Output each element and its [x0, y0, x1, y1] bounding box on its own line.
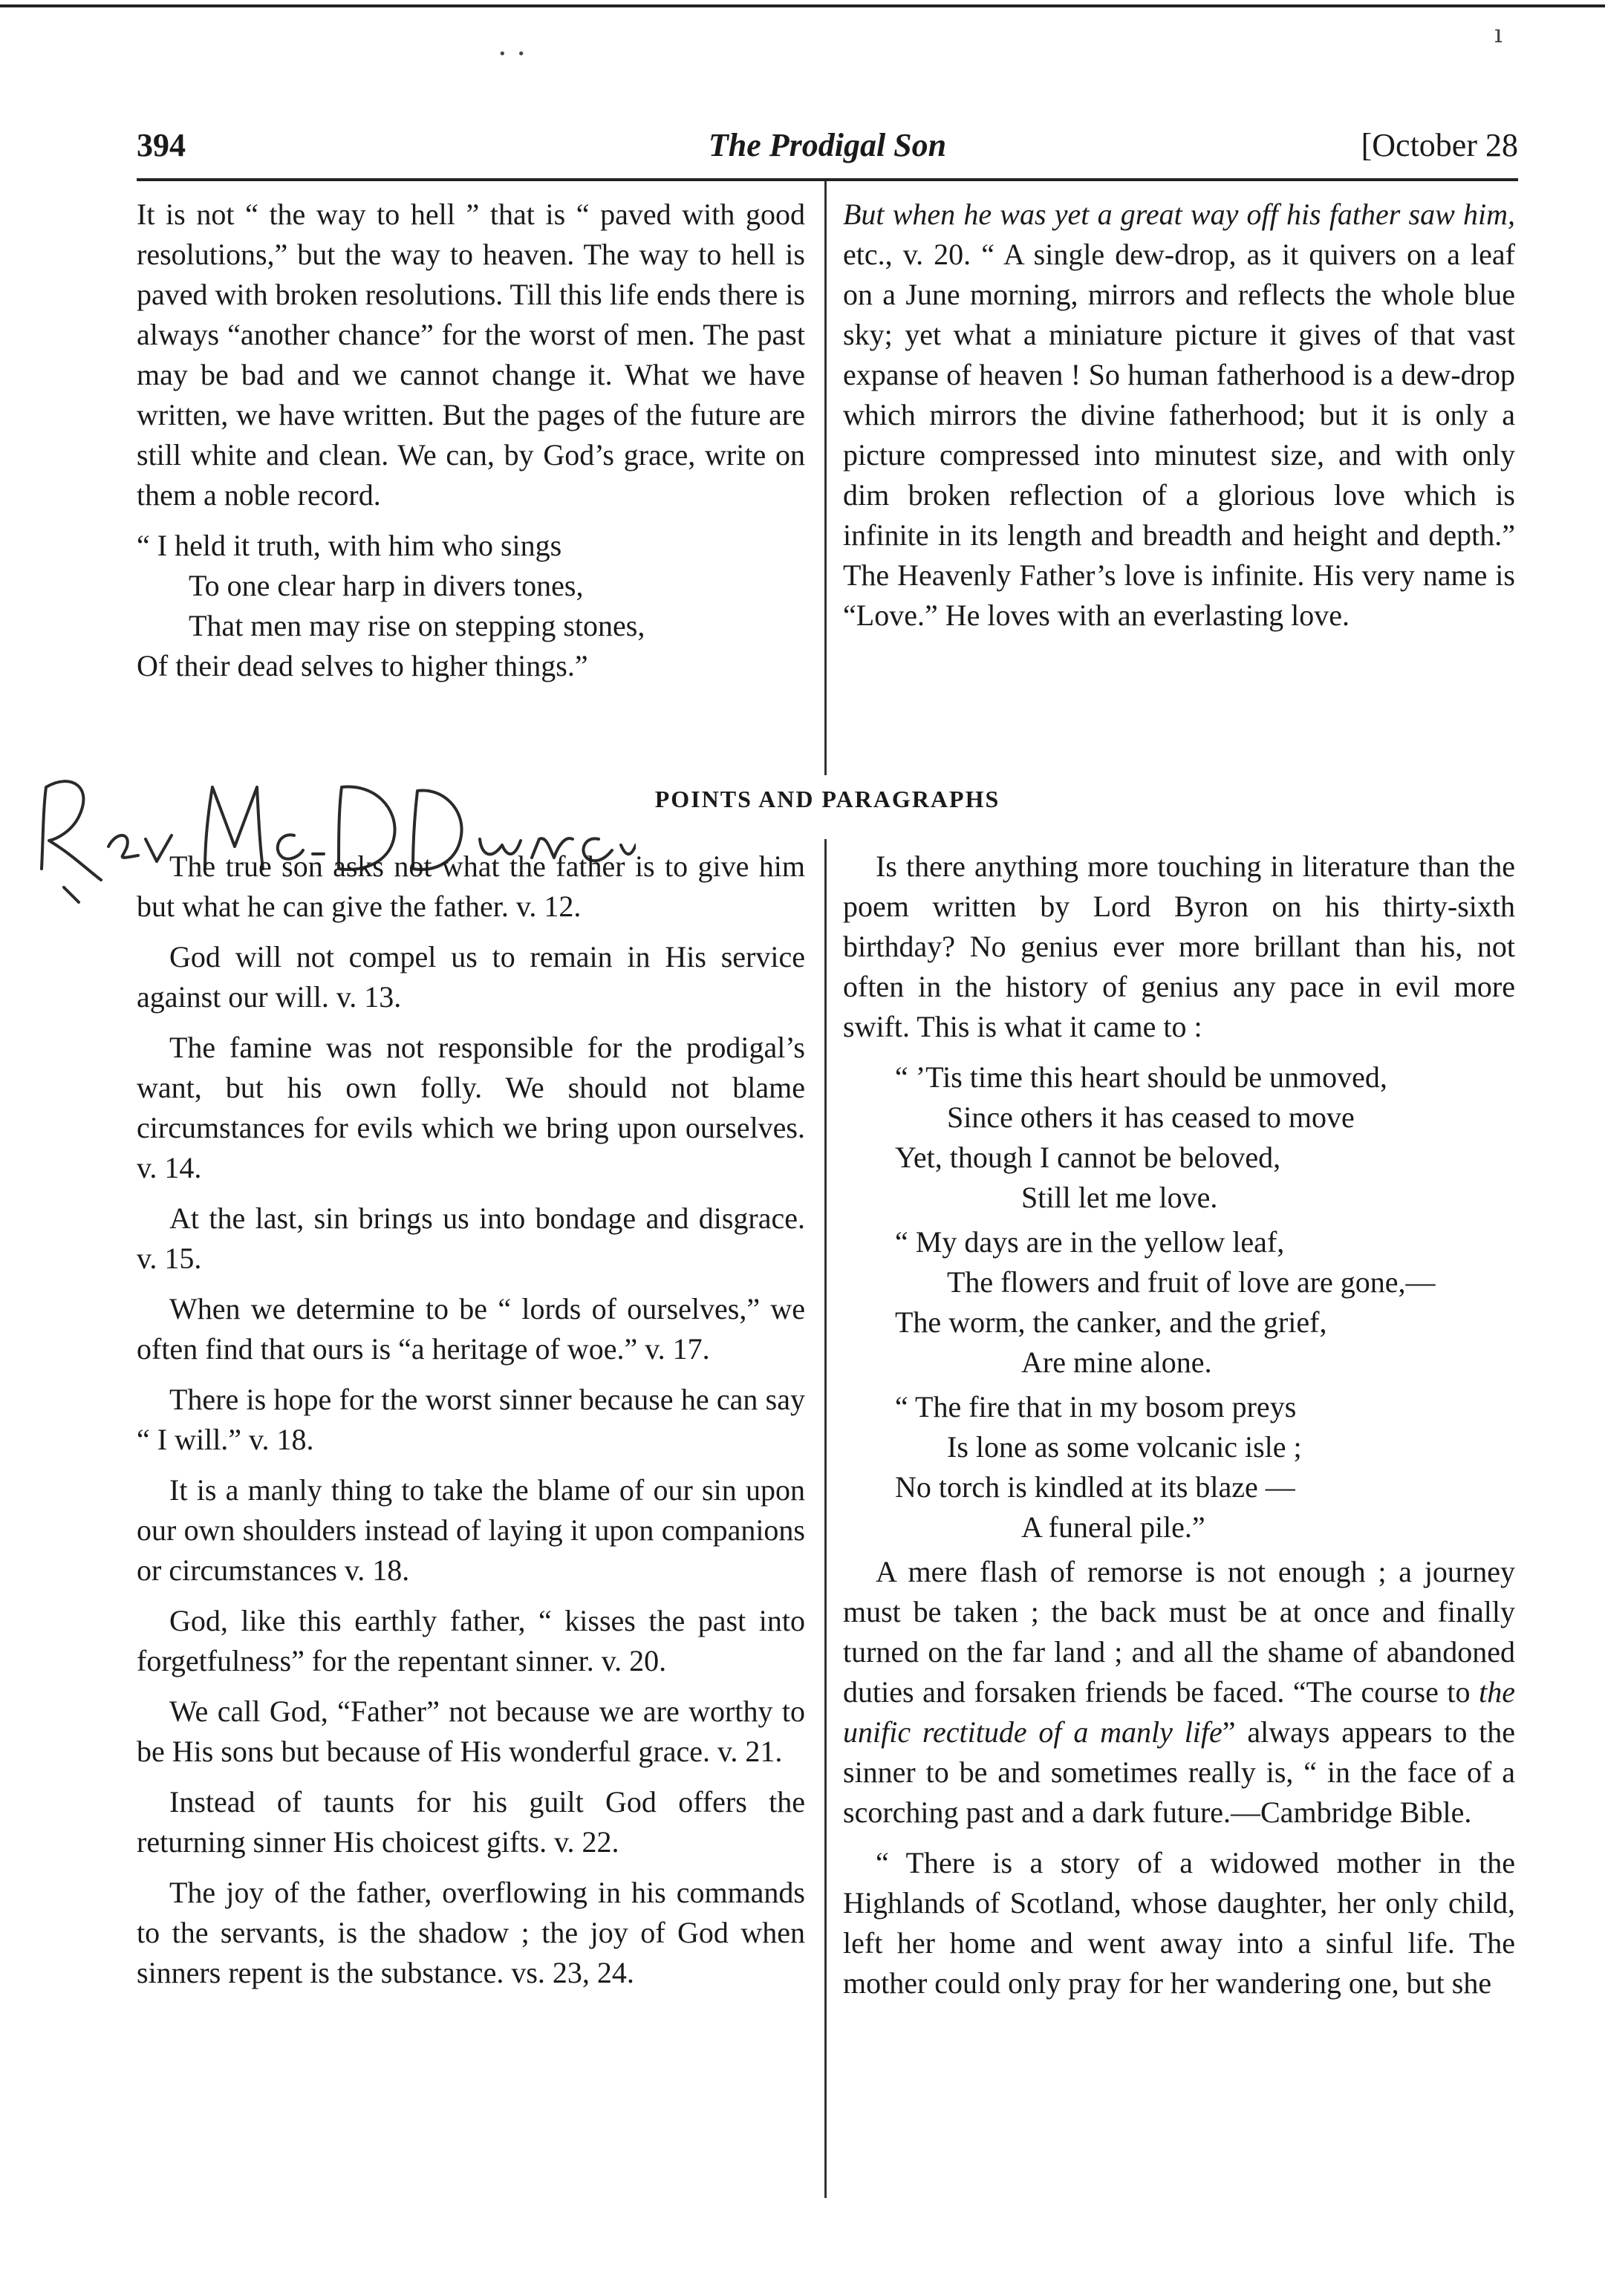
issue-date: [October 28	[1361, 127, 1518, 163]
point-paragraph: God, like this earthly father, “ kisses the past into forgetfulness” for the repentant sinner. v. 20.	[137, 1604, 805, 1677]
upper-right-column	[843, 195, 1515, 646]
verse-line: Of their dead selves to higher things.”	[137, 649, 588, 682]
points-column	[137, 847, 805, 2003]
ink-mark: ı	[1494, 19, 1503, 49]
remorse-text-end: ” always appears to the sinner to be and sometimes really is, “ in the face of a scorching past and a dark future.—Cambridge Bible.	[843, 1715, 1515, 1829]
verse-line: The flowers and fruit of love are gone,—	[947, 1265, 1436, 1299]
verse-line: Is lone as some volcanic isle ;	[947, 1430, 1302, 1464]
header-rule	[137, 178, 1518, 181]
remorse-text: A mere flash of remorse is not enough ; a journey must be taken ; the back must be at once and finally turned on the far land ; and all the shame of abandoned duties and forsaken friends be faced. “The course to	[843, 1555, 1515, 1709]
dew-drop-paragraph	[843, 195, 1515, 636]
page-number: 394	[137, 127, 186, 163]
verse-line: “ My days are in the yellow leaf,	[895, 1225, 1285, 1259]
remorse-italic: the unific rectitude of a manly life	[843, 1675, 1515, 1749]
dew-drop-text: etc., v. 20. “ A single dew-drop, as it quivers on a leaf on a June morning, mirrors and reflects the whole blue sky; yet what a miniature picture it gives of that vast expanse of heaven ! So human fatherhood is a dew-drop which mirrors the divine fatherhood; but it is only a picture compressed into minutest size, and with only dim broken reflection of a glorious love which is infinite in its length and breadth and height and depth.” The Heavenly Father’s love is infinite. His very name is “Love.” He loves with an everlasting love.	[843, 238, 1515, 632]
verse-line: Yet, though I cannot be beloved,	[895, 1141, 1281, 1174]
ink-specks: · ·	[498, 37, 527, 71]
point-paragraph: The famine was not responsible for the prodigal’s want, but his own folly. We should not blame circumstances for evils which we bring upon ourselves. v. 14.	[137, 1031, 805, 1184]
point-paragraph: The true son asks not what the father is to give him but what he can give the father. v. 12.	[137, 849, 805, 923]
verse-line: The worm, the canker, and the grief,	[895, 1305, 1327, 1339]
paragraphs-column	[843, 847, 1515, 2014]
point-paragraph: When we determine to be “ lords of ourselves,” we often find that ours is “a heritage of woe.” v. 17.	[137, 1292, 805, 1366]
tennyson-quote	[137, 526, 805, 686]
verse-line: Since others it has ceased to move	[947, 1100, 1355, 1134]
point-paragraph: We call God, “Father” not because we are worthy to be His sons but because of His wonderful grace. v. 21.	[137, 1695, 805, 1768]
verse-line: That men may rise on stepping stones,	[189, 609, 645, 642]
top-border-rule	[0, 4, 1605, 7]
point-paragraph: The joy of the father, overflowing in his commands to the servants, is the shadow ; the joy of God when sinners repent is the substance. vs. 23, 24.	[137, 1876, 805, 1989]
running-head	[137, 126, 1518, 178]
column-divider-lower	[824, 839, 827, 2198]
resolutions-paragraph: It is not “ the way to hell ” that is “ paved with good resolutions,” but the way to heaven. The way to hell is paved with broken resolutions. Till this life ends there is always “another chance” for the worst of men. The past may be bad and we cannot change it. What we have written, we have written. But the pages of the future are still white and clean. We can, by God’s grace, write on them a noble record.	[137, 198, 805, 512]
verse-line: Are mine alone.	[1021, 1346, 1212, 1379]
verse-line: Still let me love.	[1021, 1181, 1218, 1214]
running-title: The Prodigal Son	[708, 127, 947, 163]
highlands-story-paragraph: “ There is a story of a widowed mother in the Highlands of Scotland, whose daughter, her only child, left her home and went away into a sinful life. The mother could only pray for her wandering one, but she	[843, 1846, 1515, 2000]
column-divider-upper	[824, 181, 827, 775]
upper-left-column	[137, 195, 805, 691]
point-paragraph: At the last, sin brings us into bondage and disgrace. v. 15.	[137, 1201, 805, 1275]
signature-text: Rev McD Duncan	[27, 757, 33, 758]
verse-line: A funeral pile.”	[1021, 1510, 1205, 1544]
point-paragraph: Instead of taunts for his guilt God offers the returning sinner His choicest gifts. v. 22.	[137, 1785, 805, 1859]
point-paragraph: It is a manly thing to take the blame of our sin upon our own shoulders instead of laying it upon companions or circumstances v. 18.	[137, 1473, 805, 1587]
verse-line: “ I held it truth, with him who sings	[137, 529, 562, 562]
point-paragraph: There is hope for the worst sinner because he can say “ I will.” v. 18.	[137, 1383, 805, 1456]
remorse-paragraph	[843, 1552, 1515, 1833]
scripture-quote: But when he was yet a great way off his father saw him,	[843, 198, 1515, 231]
byron-intro: Is there anything more touching in literature than the poem written by Lord Byron on his thirty-sixth birthday? No genius ever more brillant than his, not often in the history of genius any pace in evil more swift. This is what it came to :	[843, 849, 1515, 1043]
verse-line: “ ’Tis time this heart should be unmoved,	[895, 1060, 1387, 1094]
byron-stanza	[843, 1057, 1515, 1218]
byron-stanza	[843, 1387, 1515, 1547]
verse-line: “ The fire that in my bosom preys	[895, 1390, 1297, 1423]
verse-line: To one clear harp in divers tones,	[189, 569, 584, 602]
verse-line: No torch is kindled at its blaze —	[895, 1470, 1295, 1504]
byron-stanza	[843, 1222, 1515, 1383]
point-paragraph: God will not compel us to remain in His service against our will. v. 13.	[137, 940, 805, 1014]
section-heading: POINTS AND PARAGRAPHS	[654, 786, 1000, 812]
